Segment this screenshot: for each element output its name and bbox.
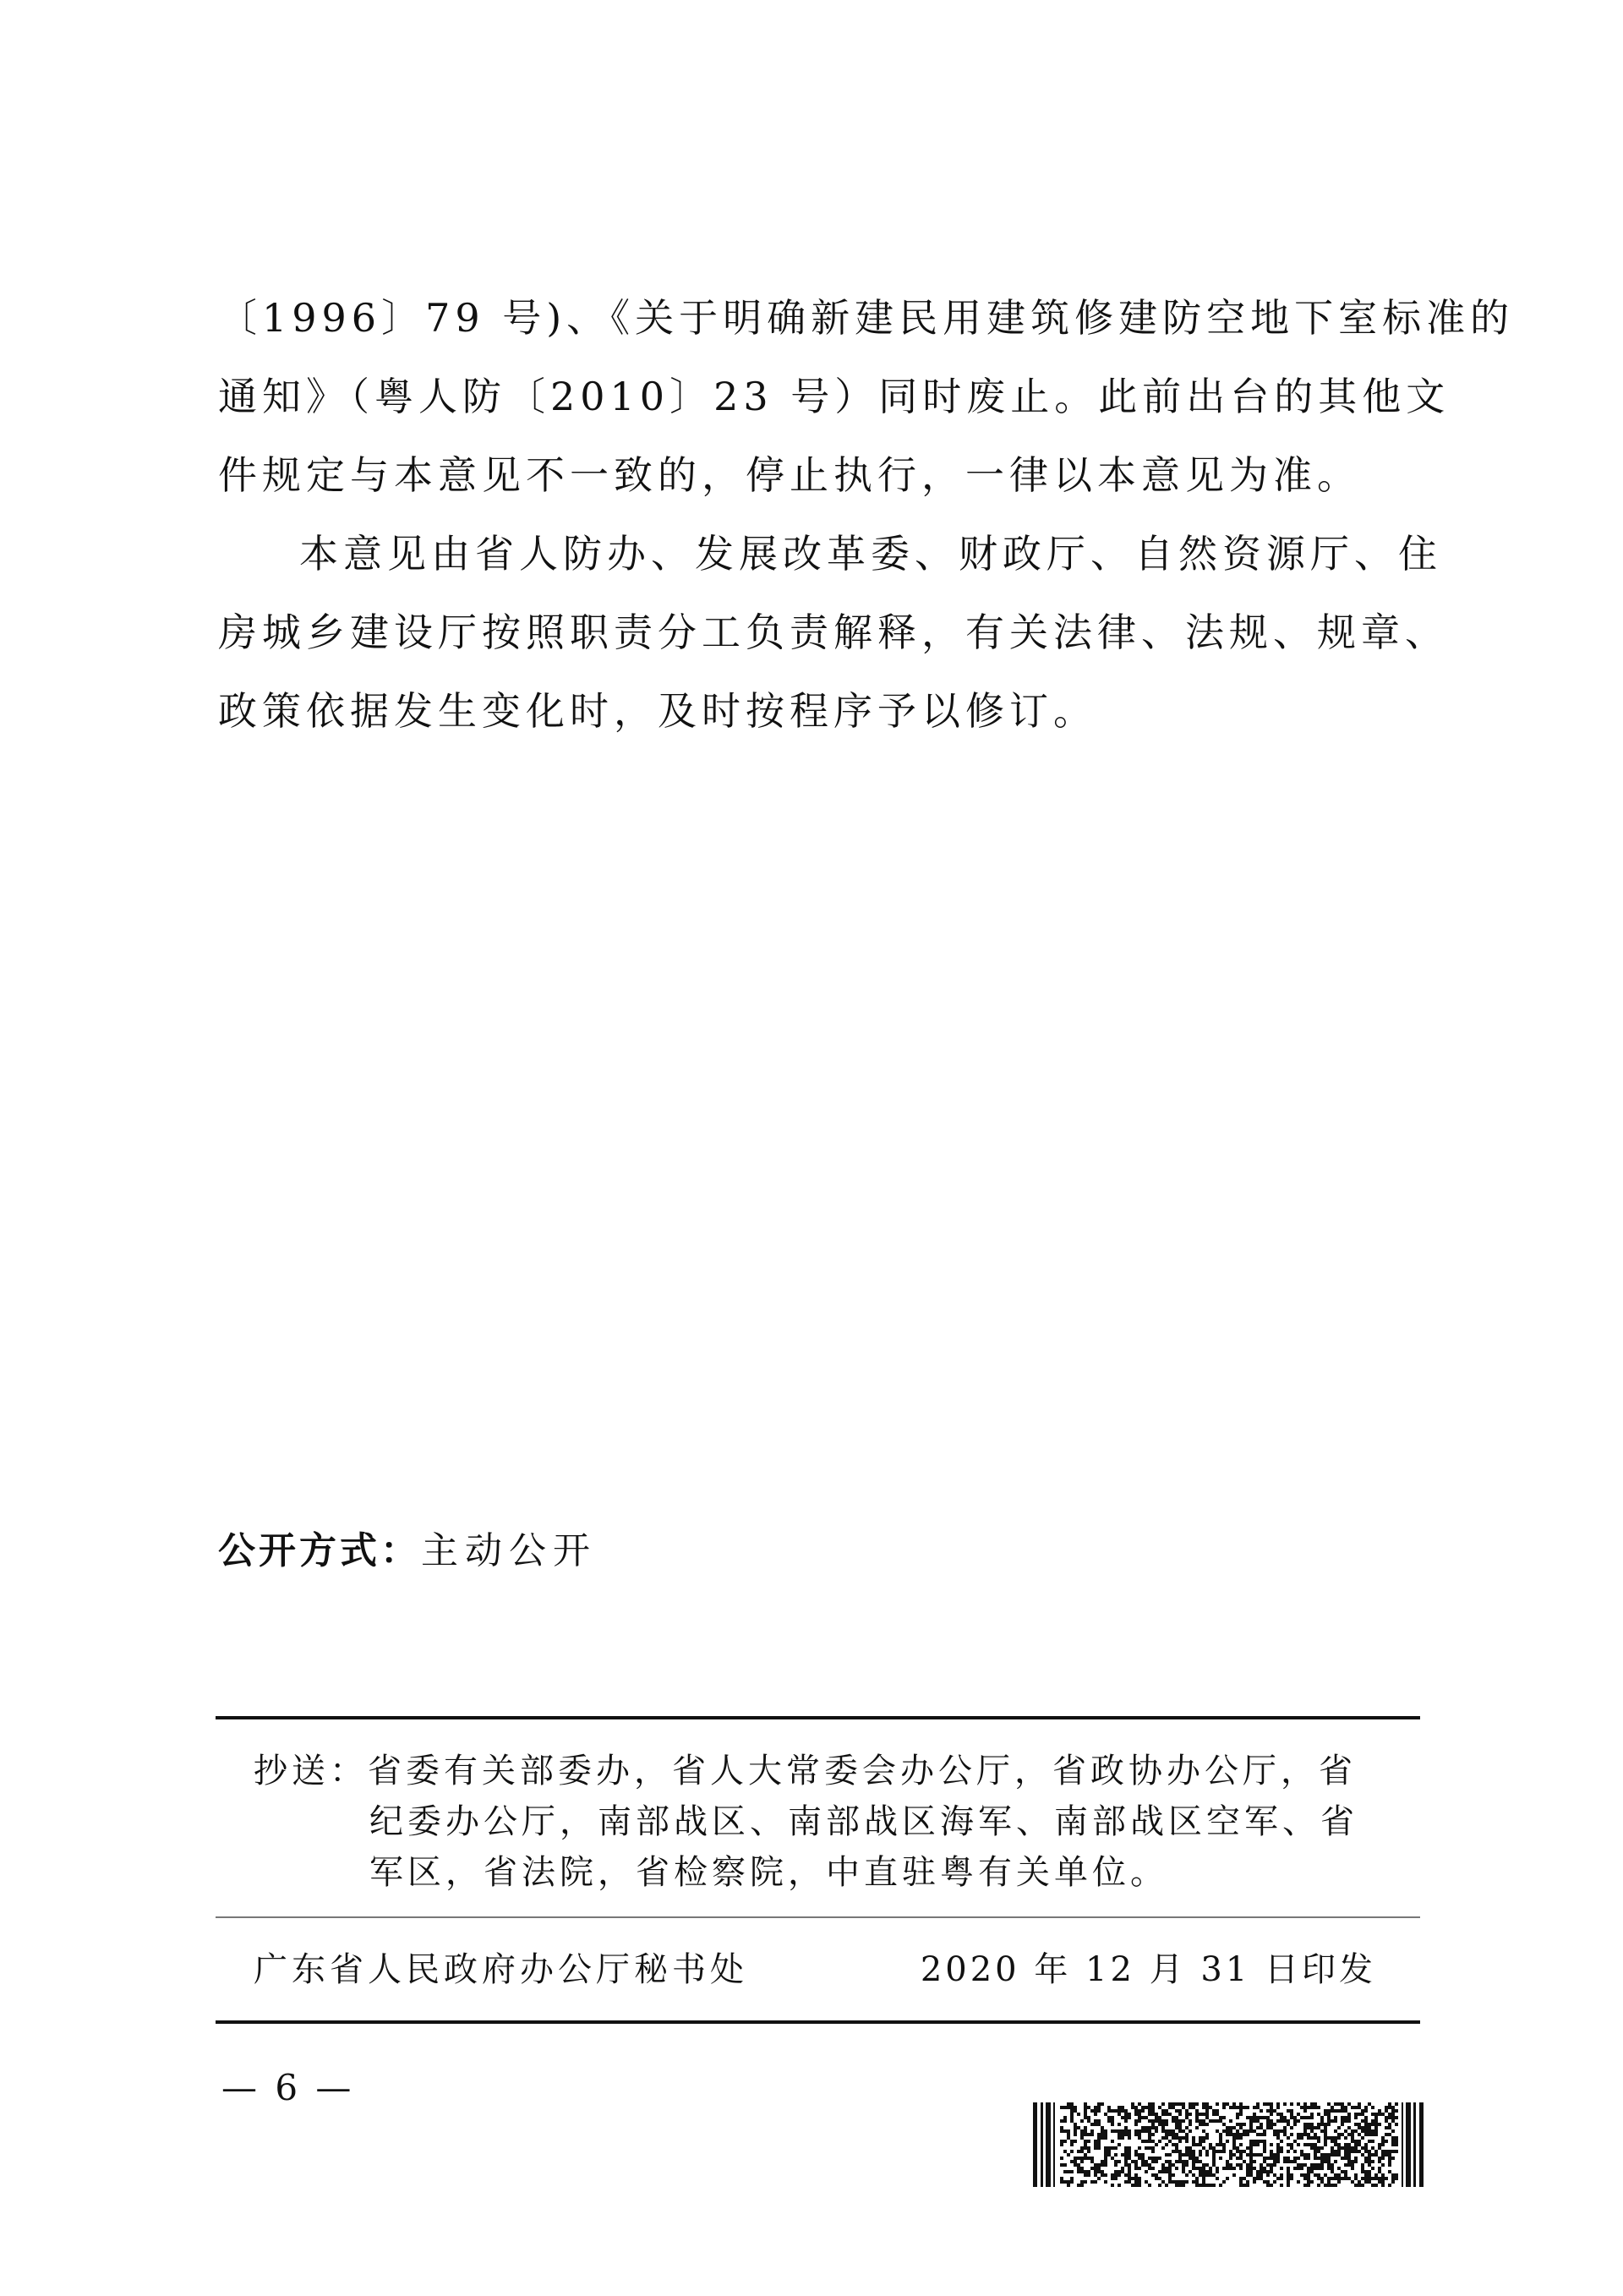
cc-line: 军区，省法院，省检察院，中直驻粤有关单位。 xyxy=(369,1853,1168,1892)
body-line: 件规定与本意见不一致的，停止执行，一律以本意见为准。 xyxy=(218,452,1361,498)
disclosure-label: 公开方式： xyxy=(218,1529,421,1572)
paragraph-interpretation-clause xyxy=(218,515,1449,751)
body-line: 房城乡建设厅按照职责分工负责解释，有关法律、法规、规章、 xyxy=(218,610,1449,655)
page-number: — 6 — xyxy=(221,2067,355,2108)
footer-bottom-rule xyxy=(216,2020,1420,2024)
body-line: 通知》（粤人防〔2010〕23 号）同时废止。此前出台的其他文 xyxy=(218,374,1451,419)
issuing-office: 广东省人民政府办公厅秘书处 xyxy=(254,1950,748,1989)
body-line: 本意见由省人防办、发展改革委、财政厅、自然资源厅、住 xyxy=(299,531,1442,577)
issue-date: 2020 年 12 月 31 日印发 xyxy=(920,1950,1376,1989)
cc-recipients: 省委有关部委办，省人大常委会办公厅，省政协办公厅，省 xyxy=(368,1752,1357,1790)
body-line: 〔1996〕79 号)、《关于明确新建民用建筑修建防空地下室标准的 xyxy=(218,295,1515,341)
cc-top-rule xyxy=(216,1716,1420,1719)
document-barcode xyxy=(1033,2102,1424,2187)
disclosure-value: 主动公开 xyxy=(421,1529,597,1572)
cc-line xyxy=(254,1746,1358,1796)
cc-bottom-rule xyxy=(216,1916,1420,1918)
cc-distribution-list xyxy=(254,1746,1358,1898)
paragraph-repeal-clause xyxy=(218,279,1515,515)
body-line: 政策依据发生变化时，及时按程序予以修订。 xyxy=(218,688,1097,734)
disclosure-method xyxy=(218,1526,597,1577)
document-body xyxy=(218,279,1515,751)
cc-label: 抄送： xyxy=(254,1752,368,1790)
cc-line: 纪委办公厅，南部战区、南部战区海军、南部战区空军、省 xyxy=(369,1802,1358,1841)
